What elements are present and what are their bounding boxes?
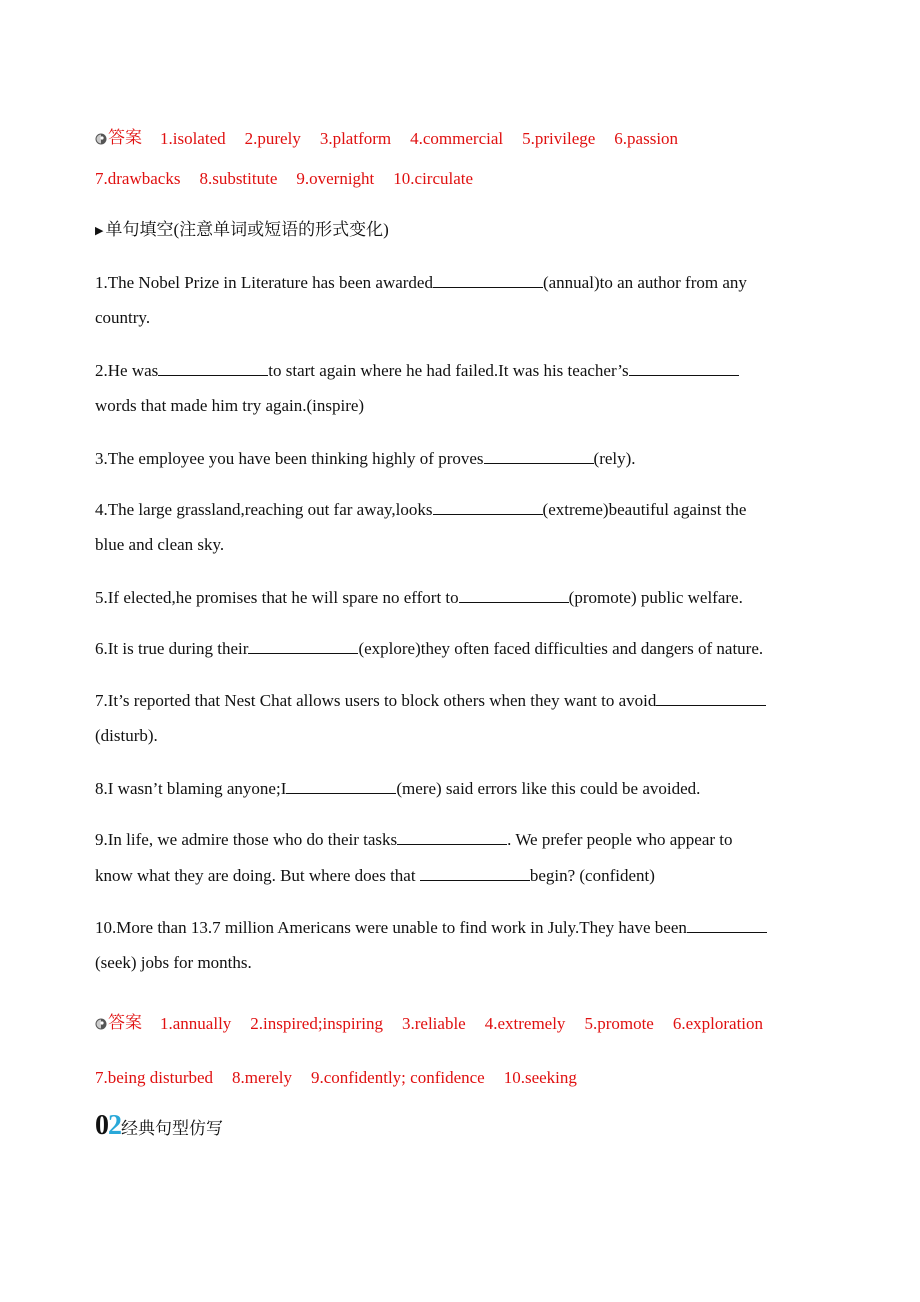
question-3-line-1: 3.The employee you have been thinking highly of proves (rely). bbox=[95, 449, 636, 468]
answer-blank[interactable] bbox=[459, 587, 569, 603]
answer-label: 答案 bbox=[108, 1013, 142, 1032]
answer-blank[interactable] bbox=[433, 272, 543, 288]
answer-blank[interactable] bbox=[484, 448, 594, 464]
answer-label: 答案 bbox=[108, 128, 142, 147]
answer-block-1-line-2 bbox=[95, 169, 473, 189]
answer-item: 10.circulate bbox=[393, 169, 474, 188]
question-9-line-1: 9.In life, we admire those who do their tasks . We prefer people who appear to bbox=[95, 830, 733, 849]
triangle-bullet-icon: ▶ bbox=[95, 225, 104, 237]
answer-item: 3.platform bbox=[319, 129, 392, 148]
answer-blank[interactable] bbox=[286, 778, 396, 794]
question-1-line-2: country. bbox=[95, 308, 151, 327]
answer-item: 1.annually bbox=[160, 1014, 232, 1033]
question-7-line-1: 7.It’s reported that Nest Chat allows users to block others when they want to avoid bbox=[95, 690, 766, 711]
answer-blank[interactable] bbox=[158, 360, 268, 376]
answer-block-2-line-1 bbox=[95, 1013, 763, 1034]
answer-blank[interactable] bbox=[629, 360, 739, 376]
question-2-line-1: 2.He was to start again where he had failed.It was his teacher’s bbox=[95, 360, 739, 381]
question-4-line-2: blue and clean sky. bbox=[95, 535, 225, 554]
question-8-line-1: 8.I wasn’t blaming anyone;I (mere) said errors like this could be avoided. bbox=[95, 779, 701, 798]
question-9-line-2: know what they are doing. But where does that begin? (confident) bbox=[95, 866, 655, 885]
answer-item: 8.substitute bbox=[199, 169, 278, 188]
answer-item: 7.being disturbed bbox=[95, 1068, 214, 1087]
answer-blank[interactable] bbox=[397, 829, 507, 845]
question-1-line-1: 1.The Nobel Prize in Literature has been awarded (annual)to an author from any bbox=[95, 273, 747, 292]
answer-item: 1.isolated bbox=[160, 129, 226, 148]
answer-block-2-line-2 bbox=[95, 1068, 577, 1088]
section-2-heading bbox=[95, 1110, 223, 1142]
answer-icon bbox=[95, 1018, 107, 1030]
question-6-line-1: 6.It is true during their (explore)they often faced difficulties and dangers of nature. bbox=[95, 639, 764, 658]
answer-item: 5.privilege bbox=[522, 129, 596, 148]
answer-item: 2.purely bbox=[244, 129, 301, 148]
answer-blank[interactable] bbox=[687, 917, 767, 933]
answer-item: 5.promote bbox=[584, 1014, 654, 1033]
answer-icon bbox=[95, 133, 107, 145]
answer-item: 9.confidently; confidence bbox=[311, 1068, 485, 1087]
answer-item: 4.extremely bbox=[484, 1014, 566, 1033]
section-heading: ▶ 单句填空(注意单词或短语的形式变化) bbox=[95, 220, 389, 239]
question-10-line-2: (seek) jobs for months. bbox=[95, 953, 252, 972]
answer-block-1-line-1 bbox=[95, 128, 678, 149]
answer-item: 10.seeking bbox=[503, 1068, 577, 1087]
question-2-line-2: words that made him try again.(inspire) bbox=[95, 396, 365, 415]
answer-blank[interactable] bbox=[656, 690, 766, 706]
answer-blank[interactable] bbox=[248, 638, 358, 654]
answer-blank[interactable] bbox=[433, 499, 543, 515]
answer-item: 2.inspired;inspiring bbox=[250, 1014, 383, 1033]
question-10-line-1: 10.More than 13.7 million Americans were unable to find work in July.They have been bbox=[95, 917, 767, 938]
answer-item: 7.drawbacks bbox=[95, 169, 181, 188]
answer-item: 3.reliable bbox=[402, 1014, 466, 1033]
section-number-two: 2 bbox=[108, 1110, 121, 1141]
question-5-line-1: 5.If elected,he promises that he will spare no effort to (promote) public welfare. bbox=[95, 588, 743, 607]
answer-item: 4.commercial bbox=[410, 129, 504, 148]
question-7-line-2: (disturb). bbox=[95, 726, 158, 745]
section-2-title: 经典句型仿写 bbox=[121, 1119, 223, 1138]
answer-blank[interactable] bbox=[420, 865, 530, 881]
answer-item: 8.merely bbox=[232, 1068, 292, 1087]
answer-item: 6.exploration bbox=[672, 1014, 764, 1033]
answer-item: 6.passion bbox=[614, 129, 679, 148]
section-number-zero: 0 bbox=[95, 1110, 108, 1141]
answer-item: 9.overnight bbox=[296, 169, 375, 188]
question-4-line-1: 4.The large grassland,reaching out far away,looks (extreme)beautiful against the bbox=[95, 500, 747, 519]
